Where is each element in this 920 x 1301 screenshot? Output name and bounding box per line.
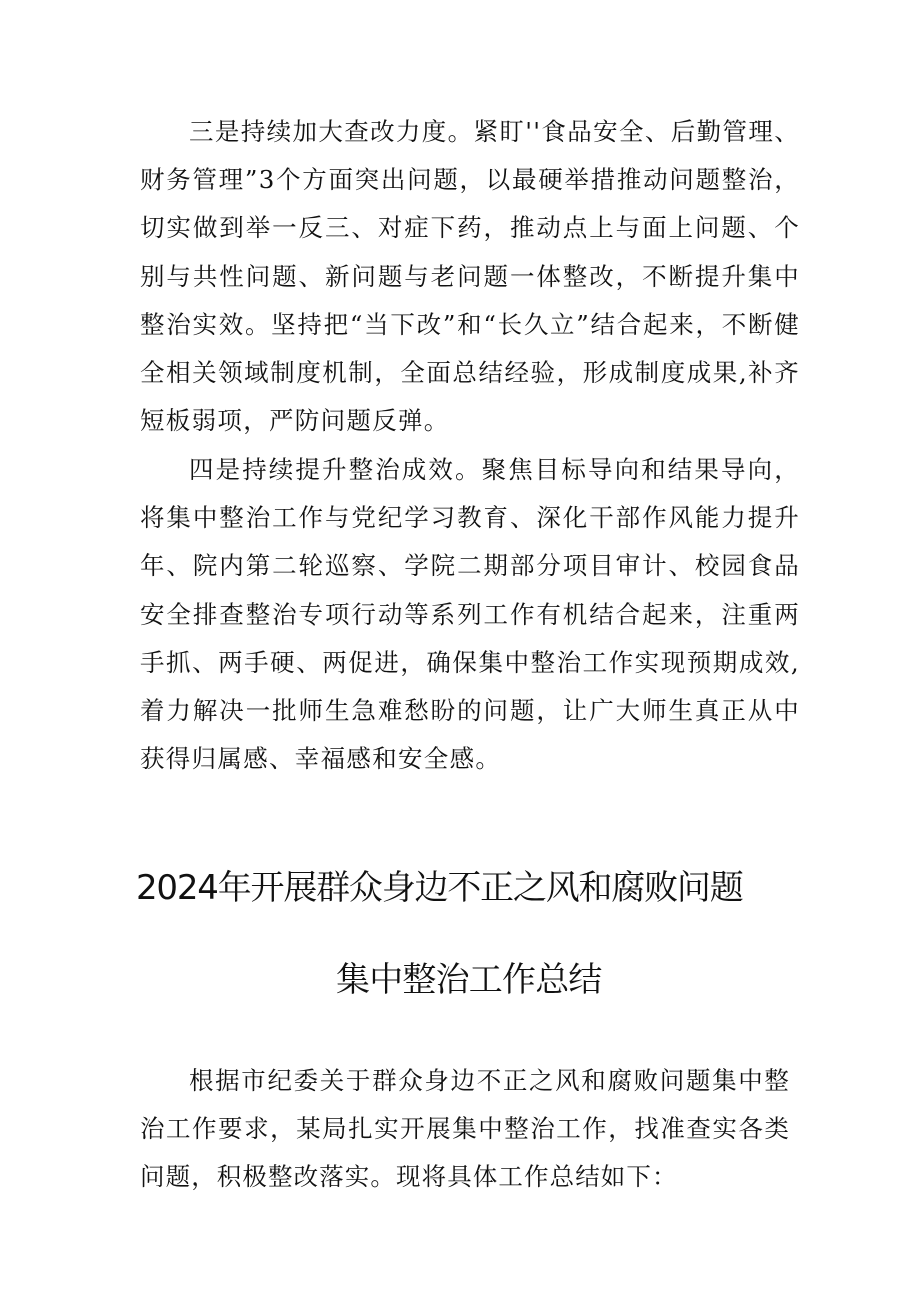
paragraph-increase-rectification: 三是持续加大查改力度。紧盯''食品安全、后勤管理、财务管理”3个方面突出问题，以最硬举措推动问题整治，切实做到举一反三、对症下药，推动点上与面上问题、个别与共性问题、新问题与老问题一体整改，不断提升集中整治实效。坚持把“当下改”和“长久立”结合起来，不断健全相关领域制度机制，全面总结经验，形成制度成果,补齐短板弱项，严防问题反弹。 [140,117,800,436]
document-title-line-1: 2024年开展群众身边不正之风和腐败问题 [136,868,743,908]
paragraph-intro: 根据市纪委关于群众身边不正之风和腐败问题集中整治工作要求，某局扎实开展集中整治工作，找准查实各类问题，积极整改落实。现将具体工作总结如下： [140,1066,790,1192]
paragraph-improve-effectiveness: 四是持续提升整治成效。聚焦目标导向和结果导向，将集中整治工作与党纪学习教育、深化干部作风能力提升年、院内第二轮巡察、学院二期部分项目审计、校园食品安全排查整治专项行动等系列工作有机结合起来，注重两手抓、两手硬、两促进，确保集中整治工作实现预期成效,着力解决一批师生急难愁盼的问题，让广大师生真正从中获得归属感、幸福感和安全感。 [140,455,800,774]
document-title-line-2: 集中整治工作总结 [336,960,602,1000]
